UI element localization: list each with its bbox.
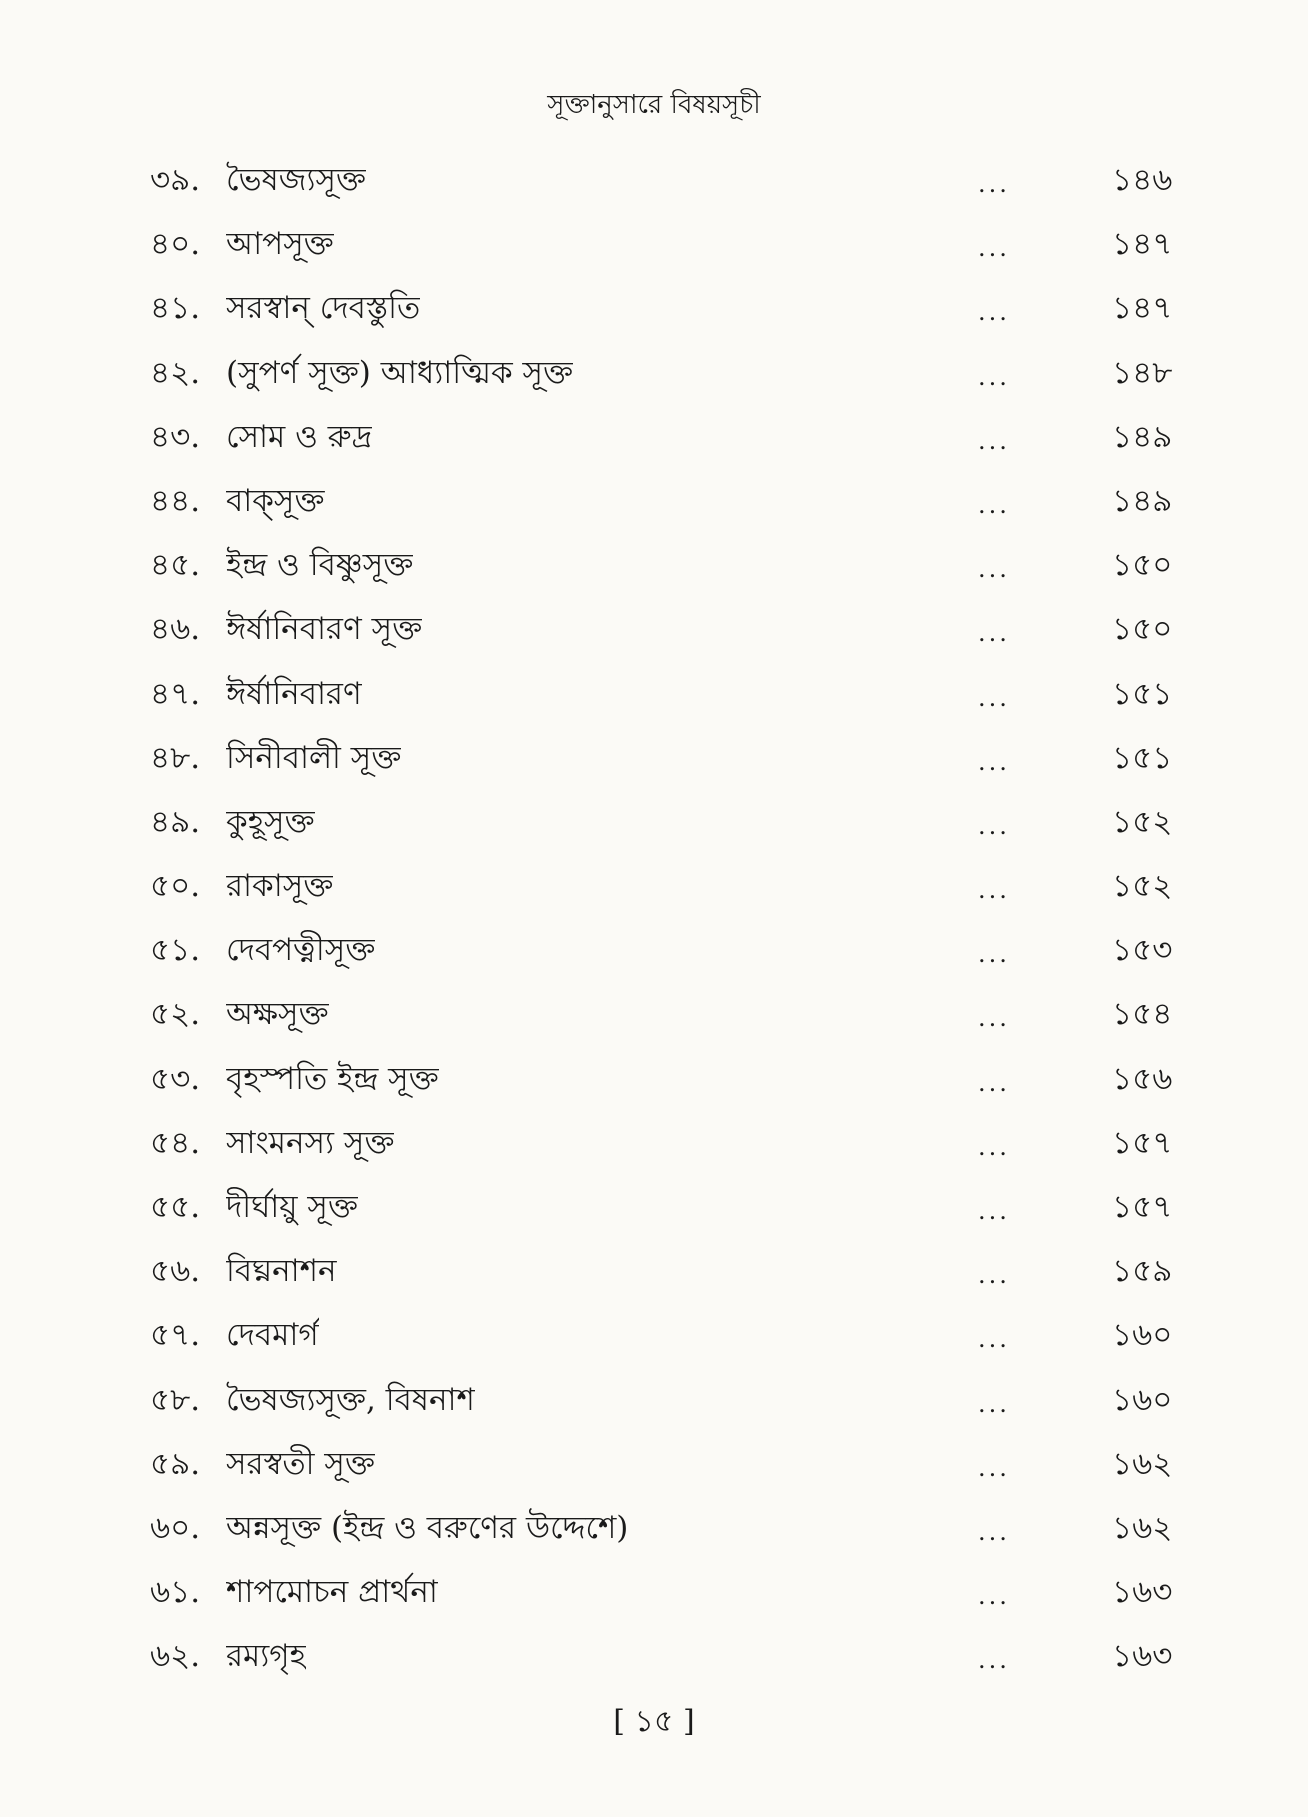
entry-title: ঈর্ষানিবারণ সূক্ত	[226, 611, 423, 648]
toc-entry	[0, 1368, 1308, 1432]
entry-page-number: ১৫৭	[1112, 1189, 1173, 1225]
entry-title: কুহূসূক্ত	[226, 803, 315, 840]
entry-page-number: ১৪৯	[1112, 482, 1173, 519]
entry-number: ৫৬.	[150, 1253, 201, 1290]
entry-number: ৫৮.	[150, 1381, 201, 1418]
page-folio: [ ১৫ ]	[613, 1704, 695, 1739]
entry-title: দেবপত্নীসূক্ত	[226, 932, 376, 969]
toc-entry	[0, 533, 1308, 597]
leader-dots: ...	[978, 1325, 1010, 1354]
toc-entry	[0, 1496, 1308, 1560]
entry-number: ৬০.	[150, 1509, 201, 1546]
leader-dots: ...	[978, 1197, 1010, 1225]
entry-page-number: ১৫১	[1112, 675, 1173, 712]
entry-title: ঈর্ষানিবারণ	[226, 675, 362, 712]
leader-dots: ...	[978, 1582, 1010, 1611]
leader-dots: ...	[978, 683, 1010, 712]
toc-entry	[0, 341, 1308, 405]
entry-page-number: ১৫০	[1112, 547, 1173, 584]
entry-page-number: ১৪৭	[1112, 226, 1173, 263]
entry-page-number: ১৫২	[1112, 868, 1173, 905]
toc-entry	[0, 790, 1308, 854]
entry-number: ৪২.	[150, 354, 201, 391]
entry-number: ৪৭.	[150, 675, 201, 712]
entry-number: ৫৩.	[150, 1060, 201, 1097]
leader-dots: ...	[978, 619, 1010, 648]
entry-number: ৩৯.	[150, 162, 201, 198]
toc-entry	[0, 1047, 1308, 1111]
entry-title: সাংমনস্য সূক্ত	[226, 1124, 395, 1161]
entry-page-number: ১৫৯	[1112, 1253, 1173, 1290]
entry-number: ৪৮.	[150, 739, 201, 776]
toc-entry	[0, 1111, 1308, 1175]
leader-dots: ...	[978, 747, 1010, 776]
toc-entry	[0, 854, 1308, 918]
entry-number: ৫০.	[150, 868, 201, 905]
entry-title: অক্ষসূক্ত	[226, 996, 329, 1033]
leader-dots: ...	[978, 1389, 1010, 1418]
toc-entry	[0, 918, 1308, 982]
entry-number: ৪৪.	[150, 482, 201, 519]
entry-page-number: ১৫১	[1112, 739, 1173, 776]
toc-entry	[0, 212, 1308, 276]
entry-number: ৫৭.	[150, 1317, 201, 1354]
entry-title: (সুপর্ণ সূক্ত) আধ্যাত্মিক সূক্ত	[226, 354, 574, 391]
toc-entry	[0, 276, 1308, 340]
leader-dots: ...	[978, 298, 1010, 327]
leader-dots: ...	[978, 362, 1010, 391]
entry-number: ৪৯.	[150, 803, 201, 840]
toc-entry	[0, 982, 1308, 1046]
entry-page-number: ১৫৪	[1112, 996, 1173, 1033]
entry-title: ভৈষজ্যসূক্ত	[226, 162, 367, 198]
entry-title: ভৈষজ্যসূক্ত, বিষনাশ	[226, 1381, 475, 1418]
entry-page-number: ১৫৭	[1112, 1124, 1173, 1161]
entry-number: ৫৫.	[150, 1189, 201, 1225]
entry-page-number: ১৬৩	[1112, 1638, 1173, 1675]
leader-dots: ...	[978, 234, 1010, 263]
toc-entry	[0, 1432, 1308, 1496]
entry-title: সোম ও রুদ্র	[226, 418, 373, 455]
entry-number: ৫১.	[150, 932, 201, 969]
entry-page-number: ১৫৬	[1112, 1060, 1173, 1097]
leader-dots: ...	[978, 1453, 1010, 1482]
entry-page-number: ১৬০	[1112, 1317, 1173, 1354]
entry-number: ৪৬.	[150, 611, 201, 648]
entry-title: রাকাসূক্ত	[226, 868, 334, 905]
leader-dots: ...	[978, 1261, 1010, 1290]
entry-number: ৪৩.	[150, 418, 201, 455]
entry-page-number: ১৬২	[1112, 1445, 1173, 1482]
entry-title: দীর্ঘায়ু সূক্ত	[226, 1189, 358, 1225]
running-head: সূক্তানুসারে বিষয়সূচী	[547, 90, 761, 120]
leader-dots: ...	[978, 1646, 1010, 1675]
entry-title: অন্নসূক্ত (ইন্দ্র ও বরুণের উদ্দেশে)	[226, 1509, 629, 1546]
toc-entry	[0, 726, 1308, 790]
entry-title: বাক্‌সূক্ত	[226, 482, 325, 519]
entry-title: সরস্বতী সূক্ত	[226, 1445, 375, 1482]
entry-page-number: ১৫২	[1112, 803, 1173, 840]
entry-number: ৬২.	[150, 1638, 201, 1675]
entry-number: ৫৪.	[150, 1124, 201, 1161]
leader-dots: ...	[978, 940, 1010, 969]
entry-number: ৪১.	[150, 290, 201, 327]
leader-dots: ...	[978, 490, 1010, 519]
entry-page-number: ১৫৩	[1112, 932, 1173, 969]
toc-entry	[0, 597, 1308, 661]
table-of-contents	[0, 148, 1308, 1689]
entry-page-number: ১৪৬	[1112, 162, 1173, 198]
entry-number: ৪০.	[150, 226, 201, 263]
toc-entry	[0, 405, 1308, 469]
leader-dots: ...	[978, 1068, 1010, 1097]
toc-entry	[0, 148, 1308, 212]
toc-entry	[0, 1175, 1308, 1239]
toc-entry	[0, 1239, 1308, 1303]
leader-dots: ...	[978, 1132, 1010, 1161]
leader-dots: ...	[978, 1004, 1010, 1033]
leader-dots: ...	[978, 876, 1010, 905]
entry-number: ৬১.	[150, 1574, 201, 1611]
entry-page-number: ১৬৩	[1112, 1574, 1173, 1611]
entry-page-number: ১৪৮	[1112, 354, 1173, 391]
entry-title: সিনীবালী সূক্ত	[226, 739, 402, 776]
entry-title: বিঘ্ননাশন	[226, 1253, 337, 1290]
entry-page-number: ১৫০	[1112, 611, 1173, 648]
entry-page-number: ১৬০	[1112, 1381, 1173, 1418]
entry-title: শাপমোচন প্রার্থনা	[226, 1574, 438, 1611]
entry-title: দেবমার্গ	[226, 1317, 319, 1354]
entry-title: বৃহস্পতি ইন্দ্র সূক্ত	[226, 1060, 439, 1097]
entry-title: ইন্দ্র ও বিষ্ণুসূক্ত	[226, 547, 414, 584]
leader-dots: ...	[978, 1517, 1010, 1546]
entry-title: রম্যগৃহ	[226, 1638, 306, 1675]
leader-dots: ...	[978, 555, 1010, 584]
toc-entry	[0, 1303, 1308, 1367]
entry-title: আপসূক্ত	[226, 226, 334, 263]
entry-number: ৫২.	[150, 996, 201, 1033]
leader-dots: ...	[978, 426, 1010, 455]
entry-number: ৫৯.	[150, 1445, 201, 1482]
entry-page-number: ১৪৭	[1112, 290, 1173, 327]
toc-entry	[0, 662, 1308, 726]
entry-title: সরস্বান্ দেবস্তুতি	[226, 290, 421, 327]
toc-entry	[0, 1624, 1308, 1688]
toc-entry	[0, 469, 1308, 533]
entry-page-number: ১৬২	[1112, 1509, 1173, 1546]
entry-page-number: ১৪৯	[1112, 418, 1173, 455]
leader-dots: ...	[978, 170, 1010, 198]
leader-dots: ...	[978, 811, 1010, 840]
toc-entry	[0, 1560, 1308, 1624]
entry-number: ৪৫.	[150, 547, 201, 584]
